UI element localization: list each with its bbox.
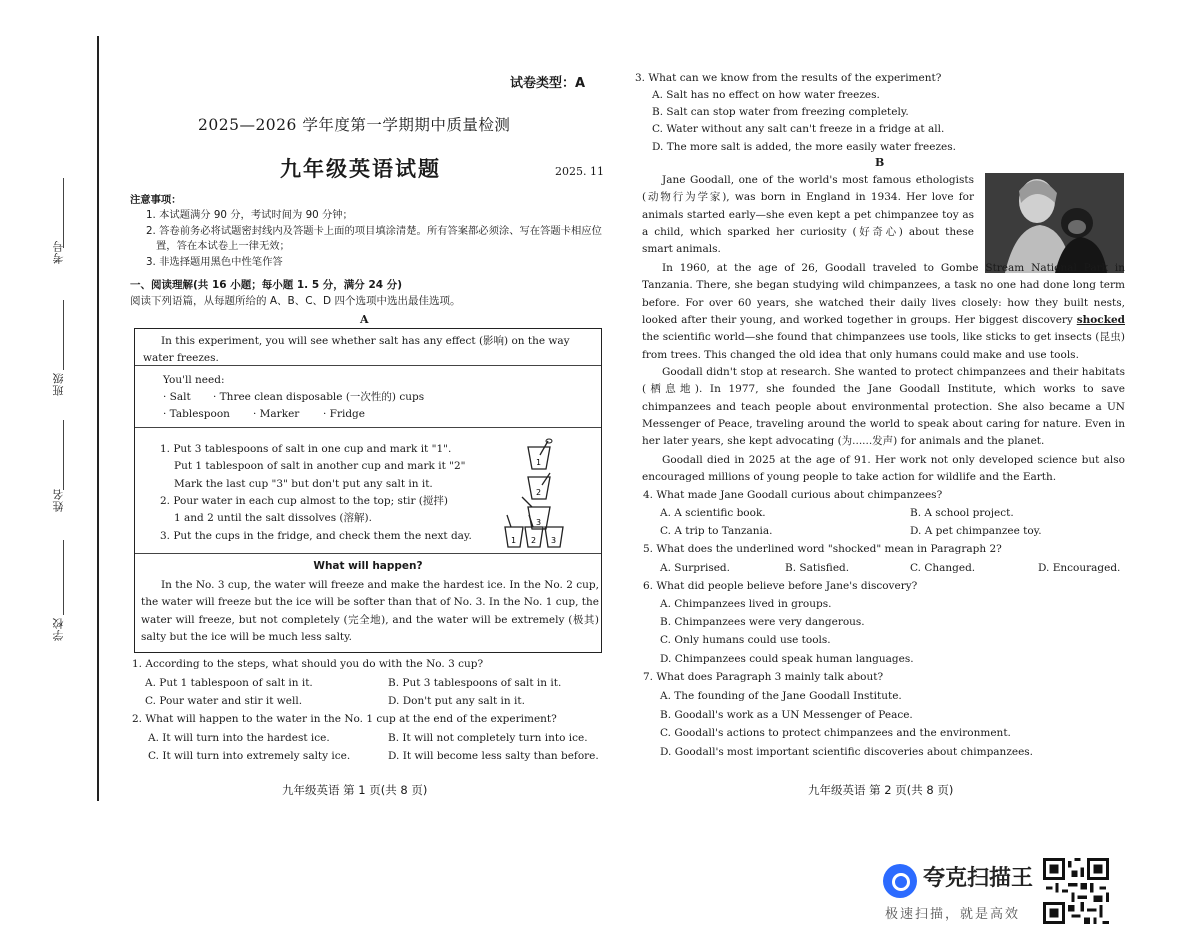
passage-b-paragraph-3: Goodall didn't stop at research. She wanted to protect chimpanzees and their habitats (栖息地). In 1977, she founded the Jane Goodall Institute, which works to save chimpanzees and teach people about environmental protection. She also became a UN Messenger of Peace, traveling around the world to speak about caring for nature. Even in her later years, she kept advocating (为......发声) for animals and the planet.: [642, 366, 1125, 448]
question-option: D. It will become less salty than before.: [388, 750, 599, 762]
question-option: B. Put 3 tablespoons of salt in it.: [388, 677, 562, 689]
passage-b-paragraph-1: Jane Goodall, one of the world's most famous ethologists (动物行为学家), was born in England in 1934. Her love for animals started early—she even kept a pet chimpanzee toy as a child, which sparked her curiosity (好奇心) about these smart animals.: [642, 174, 974, 256]
scanner-slogan: 极速扫描，就是高效: [885, 907, 1021, 922]
experiment-steps: [160, 441, 490, 545]
box-divider: [135, 365, 601, 366]
scanner-logo-icon: [883, 864, 917, 898]
box-divider: [135, 553, 601, 554]
cup-row-label-2: 2: [531, 536, 537, 545]
section-heading: [130, 278, 605, 310]
experiment-result: In the No. 3 cup, the water will freeze and make the hardest ice. In the No. 2 cup, the water will freeze but the ice will be softer than that of No. 3. In the No. 1 cup, the water will freeze, but not completely (完全地), and the water will be extremely (极其) salty but the ice will be much less salty.: [141, 579, 599, 643]
material-item: · Three clean disposable (一次性的) cups: [213, 390, 425, 403]
question-option: C. Goodall's actions to protect chimpanzees and the environment.: [660, 727, 1011, 739]
question-stem: 1. According to the steps, what should you do with the No. 3 cup?: [132, 658, 484, 670]
question-option: A. A scientific book.: [660, 507, 766, 519]
notes-item: 1. 本试题满分 90 分，考试时间为 90 分钟；: [146, 209, 353, 222]
question-option: C. Pour water and stir it well.: [145, 695, 303, 707]
name-line: [63, 420, 64, 490]
question-option: A. The founding of the Jane Goodall Institute.: [660, 690, 902, 702]
question-stem: 2. What will happen to the water in the No. 1 cup at the end of the experiment?: [132, 713, 557, 725]
question-option: A. Chimpanzees lived in groups.: [660, 598, 832, 610]
class-line: [63, 300, 64, 370]
exam-date: 2025. 11: [555, 165, 604, 178]
question-stem: 5. What does the underlined word "shocked" mean in Paragraph 2?: [643, 543, 1002, 555]
box-divider: [135, 427, 601, 428]
question-option: B. Salt can stop water from freezing completely.: [652, 106, 909, 118]
experiment-intro: In this experiment, you will see whether salt has any effect (影响) on the way water freezes.: [143, 335, 570, 364]
question-stem: 4. What made Jane Goodall curious about chimpanzees?: [643, 489, 943, 501]
cup-label-1: 1: [536, 458, 542, 467]
question-option: D. A pet chimpanzee toy.: [910, 525, 1042, 537]
page-footer-right: 九年级英语 第 2 页(共 8 页): [808, 783, 954, 797]
step-line: 3. Put the cups in the fridge, and check them the next day.: [160, 529, 472, 542]
question-option: B. Goodall's work as a UN Messenger of Peace.: [660, 709, 913, 721]
underlined-word: shocked: [1076, 313, 1125, 326]
question-option: D. The more salt is added, the more easily water freezes.: [652, 141, 956, 153]
passage-a-label: A: [360, 313, 369, 326]
question-option: C. Changed.: [910, 562, 976, 574]
question-option: A. Put 1 tablespoon of salt in it.: [145, 677, 313, 689]
school-label: 学校: [52, 617, 65, 641]
step-line: Mark the last cup "3" but don't put any salt in it.: [174, 477, 433, 490]
question-option: B. It will not completely turn into ice.: [388, 732, 588, 744]
step-line: 1 and 2 until the salt dissolves (溶解).: [174, 512, 372, 525]
scanner-app-name: 夸克扫描王: [923, 866, 1034, 891]
page-title: 九年级英语试题: [280, 157, 441, 181]
page-footer-left: 九年级英语 第 1 页(共 8 页): [282, 783, 428, 797]
notes: [130, 193, 605, 270]
materials-title: You'll need:: [163, 374, 225, 386]
cup-label-3: 3: [536, 518, 542, 527]
question-option: D. Goodall's most important scientific discoveries about chimpanzees.: [660, 746, 1034, 758]
question-option: C. It will turn into extremely salty ice.: [148, 750, 351, 762]
notes-item: 2. 答卷前务必将试题密封线内及答题卡上面的项目填涂清楚。所有答案都必须涂、写在答题卡相应位置，答在本试卷上一律无效；: [146, 224, 602, 253]
passage-b-paragraph-2: [642, 260, 1125, 364]
section-title: 一、阅读理解(共 16 小题；每小题 1. 5 分，满分 24 分): [130, 279, 403, 291]
qr-code-icon: [1043, 858, 1109, 924]
paragraph-2-text: the scientific world—she found that chimpanzees use tools, like sticks to get insects (昆虫) from trees. This changed the old idea that only humans could make and use tools.: [642, 331, 1125, 361]
cup-row-label-3: 3: [551, 536, 557, 545]
passage-b-label: B: [875, 156, 885, 169]
school-line: [63, 540, 64, 615]
question-stem: 3. What can we know from the results of the experiment?: [635, 72, 942, 84]
cup-label-2: 2: [536, 488, 542, 497]
exam-no-label: 考号: [52, 240, 65, 264]
question-option: B. Satisfied.: [785, 562, 850, 574]
question-option: C. A trip to Tanzania.: [660, 525, 773, 537]
question-option: A. Surprised.: [660, 562, 730, 574]
step-line: 2. Pour water in each cup almost to the top; stir (搅拌): [160, 494, 448, 507]
name-label: 姓名: [52, 488, 65, 512]
question-option: D. Encouraged.: [1038, 562, 1121, 574]
material-item: · Salt: [163, 390, 191, 403]
notes-item: 3. 非选择题用黑色中性笔作答: [146, 255, 283, 268]
material-item: · Marker: [253, 407, 300, 420]
passage-b-paragraph-4: Goodall died in 2025 at the age of 91. Her work not only developed science but also encouraged millions of young people to take action for wildlife and the Earth.: [642, 454, 1125, 484]
question-option: A. It will turn into the hardest ice.: [148, 732, 330, 744]
material-item: · Tablespoon: [163, 407, 230, 420]
question-option: D. Don't put any salt in it.: [388, 695, 525, 707]
section-instruction: 阅读下列语篇，从每题所给的 A、B、C、D 四个选项中选出最佳选项。: [130, 294, 461, 307]
question-option: C. Only humans could use tools.: [660, 634, 831, 646]
jane-goodall-photo: [985, 173, 1124, 273]
cups-row-illustration: [503, 511, 565, 551]
question-option: D. Chimpanzees could speak human languages.: [660, 653, 914, 665]
question-stem: 6. What did people believe before Jane's discovery?: [643, 580, 918, 592]
step-line: 1. Put 3 tablespoons of salt in one cup and mark it "1".: [160, 443, 452, 455]
experiment-box: [134, 328, 602, 653]
cup-row-label-1: 1: [511, 536, 517, 545]
paper-type: 试卷类型：A: [510, 76, 586, 91]
exam-title: 2025—2026 学年度第一学期期中质量检测: [198, 116, 511, 134]
binding-line: [97, 36, 99, 801]
step-line: Put 1 tablespoon of salt in another cup and mark it "2": [174, 460, 466, 473]
exam-no-line: [63, 178, 64, 248]
question-stem: 7. What does Paragraph 3 mainly talk about?: [643, 671, 884, 683]
class-label: 班级: [52, 372, 65, 396]
paragraph-2-text: In 1960, at the age of 26, Goodall traveled to Gombe Stream National Park in Tanzania. There, she began studying wild chimpanzees, a task no one had done long term before. For over 60 years, she watched their daily lives closely: how they built nests, looked after their young, and worked together in groups. Her biggest discovery: [642, 262, 1125, 326]
material-item: · Fridge: [323, 407, 365, 420]
question-option: B. A school project.: [910, 507, 1014, 519]
question-option: B. Chimpanzees were very dangerous.: [660, 616, 865, 628]
question-option: C. Water without any salt can't freeze in a fridge at all.: [652, 123, 945, 135]
notes-heading: 注意事项：: [130, 194, 182, 206]
materials-list: [163, 372, 473, 422]
what-will-happen-heading: What will happen?: [313, 560, 423, 572]
question-option: A. Salt has no effect on how water freezes.: [652, 89, 880, 101]
